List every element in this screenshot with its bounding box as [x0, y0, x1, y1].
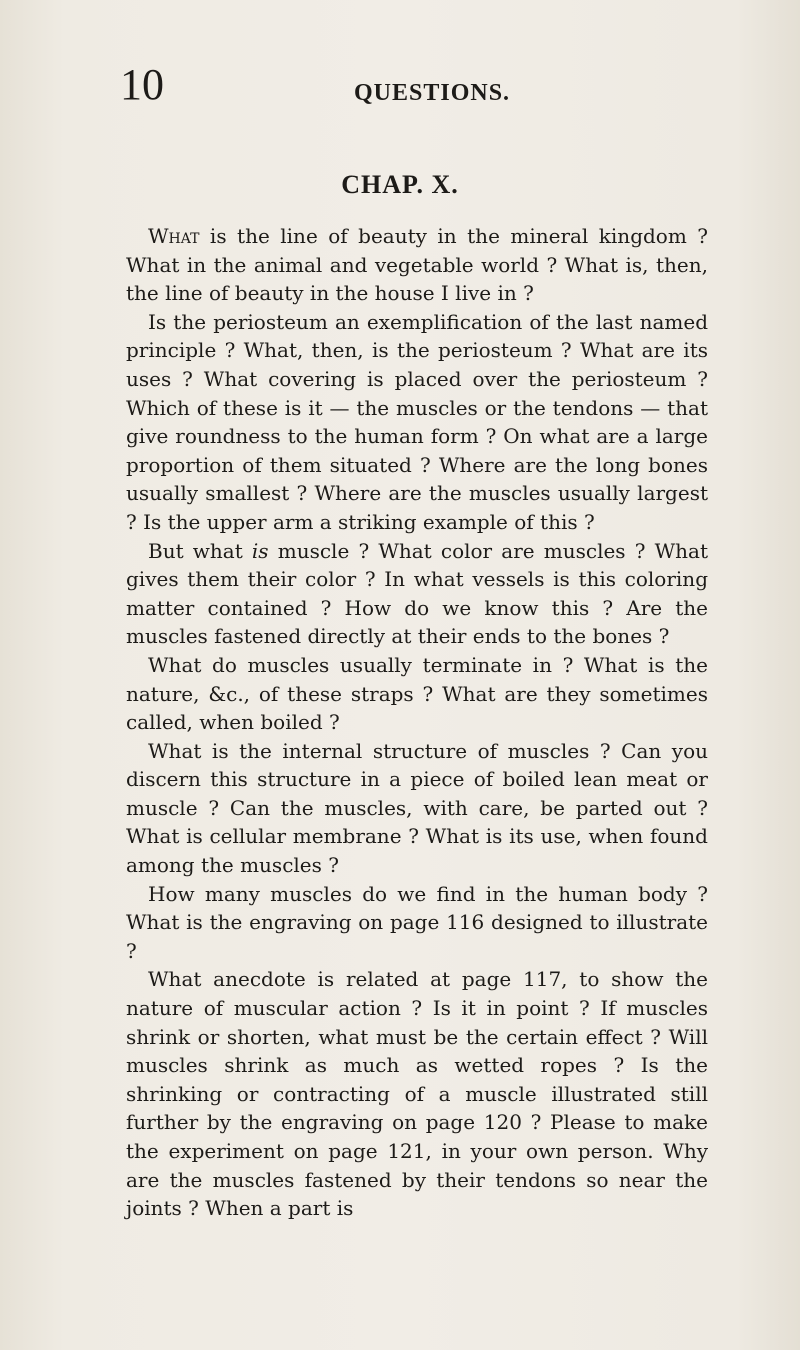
- paragraph-text: Is the periosteum an exemplification of the last named principle ? What, then, is the periosteum ? What are its uses ? What covering is placed over the periosteum ? Which of these is it — the muscles or the tendons — that give roundness to the human form ? On what are a large proportion of them situated ? Where are the long bones usually smallest ? Where are the muscles usually largest ? Is the upper arm a striking example of this ?: [126, 309, 708, 534]
- body-text: [126, 222, 708, 1223]
- paragraph-text-before: But what: [148, 538, 252, 563]
- paragraph-lead-word: What: [148, 224, 200, 248]
- page-number: 10: [120, 60, 164, 109]
- paragraph: [126, 880, 708, 966]
- paragraph: [126, 308, 708, 537]
- running-title: QUESTIONS.: [354, 80, 511, 106]
- chapter-title: CHAP. X.: [341, 170, 459, 199]
- paragraph-text: What is the internal structure of muscles ? Can you discern this structure in a piece of boiled lean meat or muscle ? Can the muscles, with care, be parted out ? What is cellular membrane ? What is its use, when found among the muscles ?: [126, 738, 708, 878]
- paragraph: [126, 651, 708, 737]
- paragraph-text: What do muscles usually terminate in ? What is the nature, &c., of these straps ? What are they sometimes called, when boiled ?: [126, 652, 708, 735]
- paragraph-text: is the line of beauty in the mineral kingdom ? What in the animal and vegetable world ? What is, then, the line of beauty in the house I live in ?: [126, 224, 708, 306]
- paragraph: [126, 737, 708, 880]
- paragraph: [126, 965, 708, 1222]
- paragraph-text-after: muscle ? What color are muscles ? What gives them their color ? In what vessels is this coloring matter contained ? How do we know this ? Are the muscles fastened directly at their ends to the bones ?: [126, 538, 709, 649]
- paragraph-text: What anecdote is related at page 117, to show the nature of muscular action ? Is it in point ? If muscles shrink or shorten, what must be the certain effect ? Will muscles shrink as much as wetted ropes ? Is the shrinking or contracting of a muscle illustrated still further by the engraving on page 120 ? Please to make the experiment on page 121, in your own person. Why are the muscles fastened by their tendons so near the joints ? When a part is: [126, 967, 708, 1221]
- paragraph-text: How many muscles do we find in the human body ? What is the engraving on page 116 designed to illustrate ?: [126, 881, 708, 963]
- paragraph: [126, 222, 708, 308]
- running-head: [0, 62, 800, 112]
- paragraph: [126, 537, 708, 651]
- emphasized-word: is: [251, 538, 269, 563]
